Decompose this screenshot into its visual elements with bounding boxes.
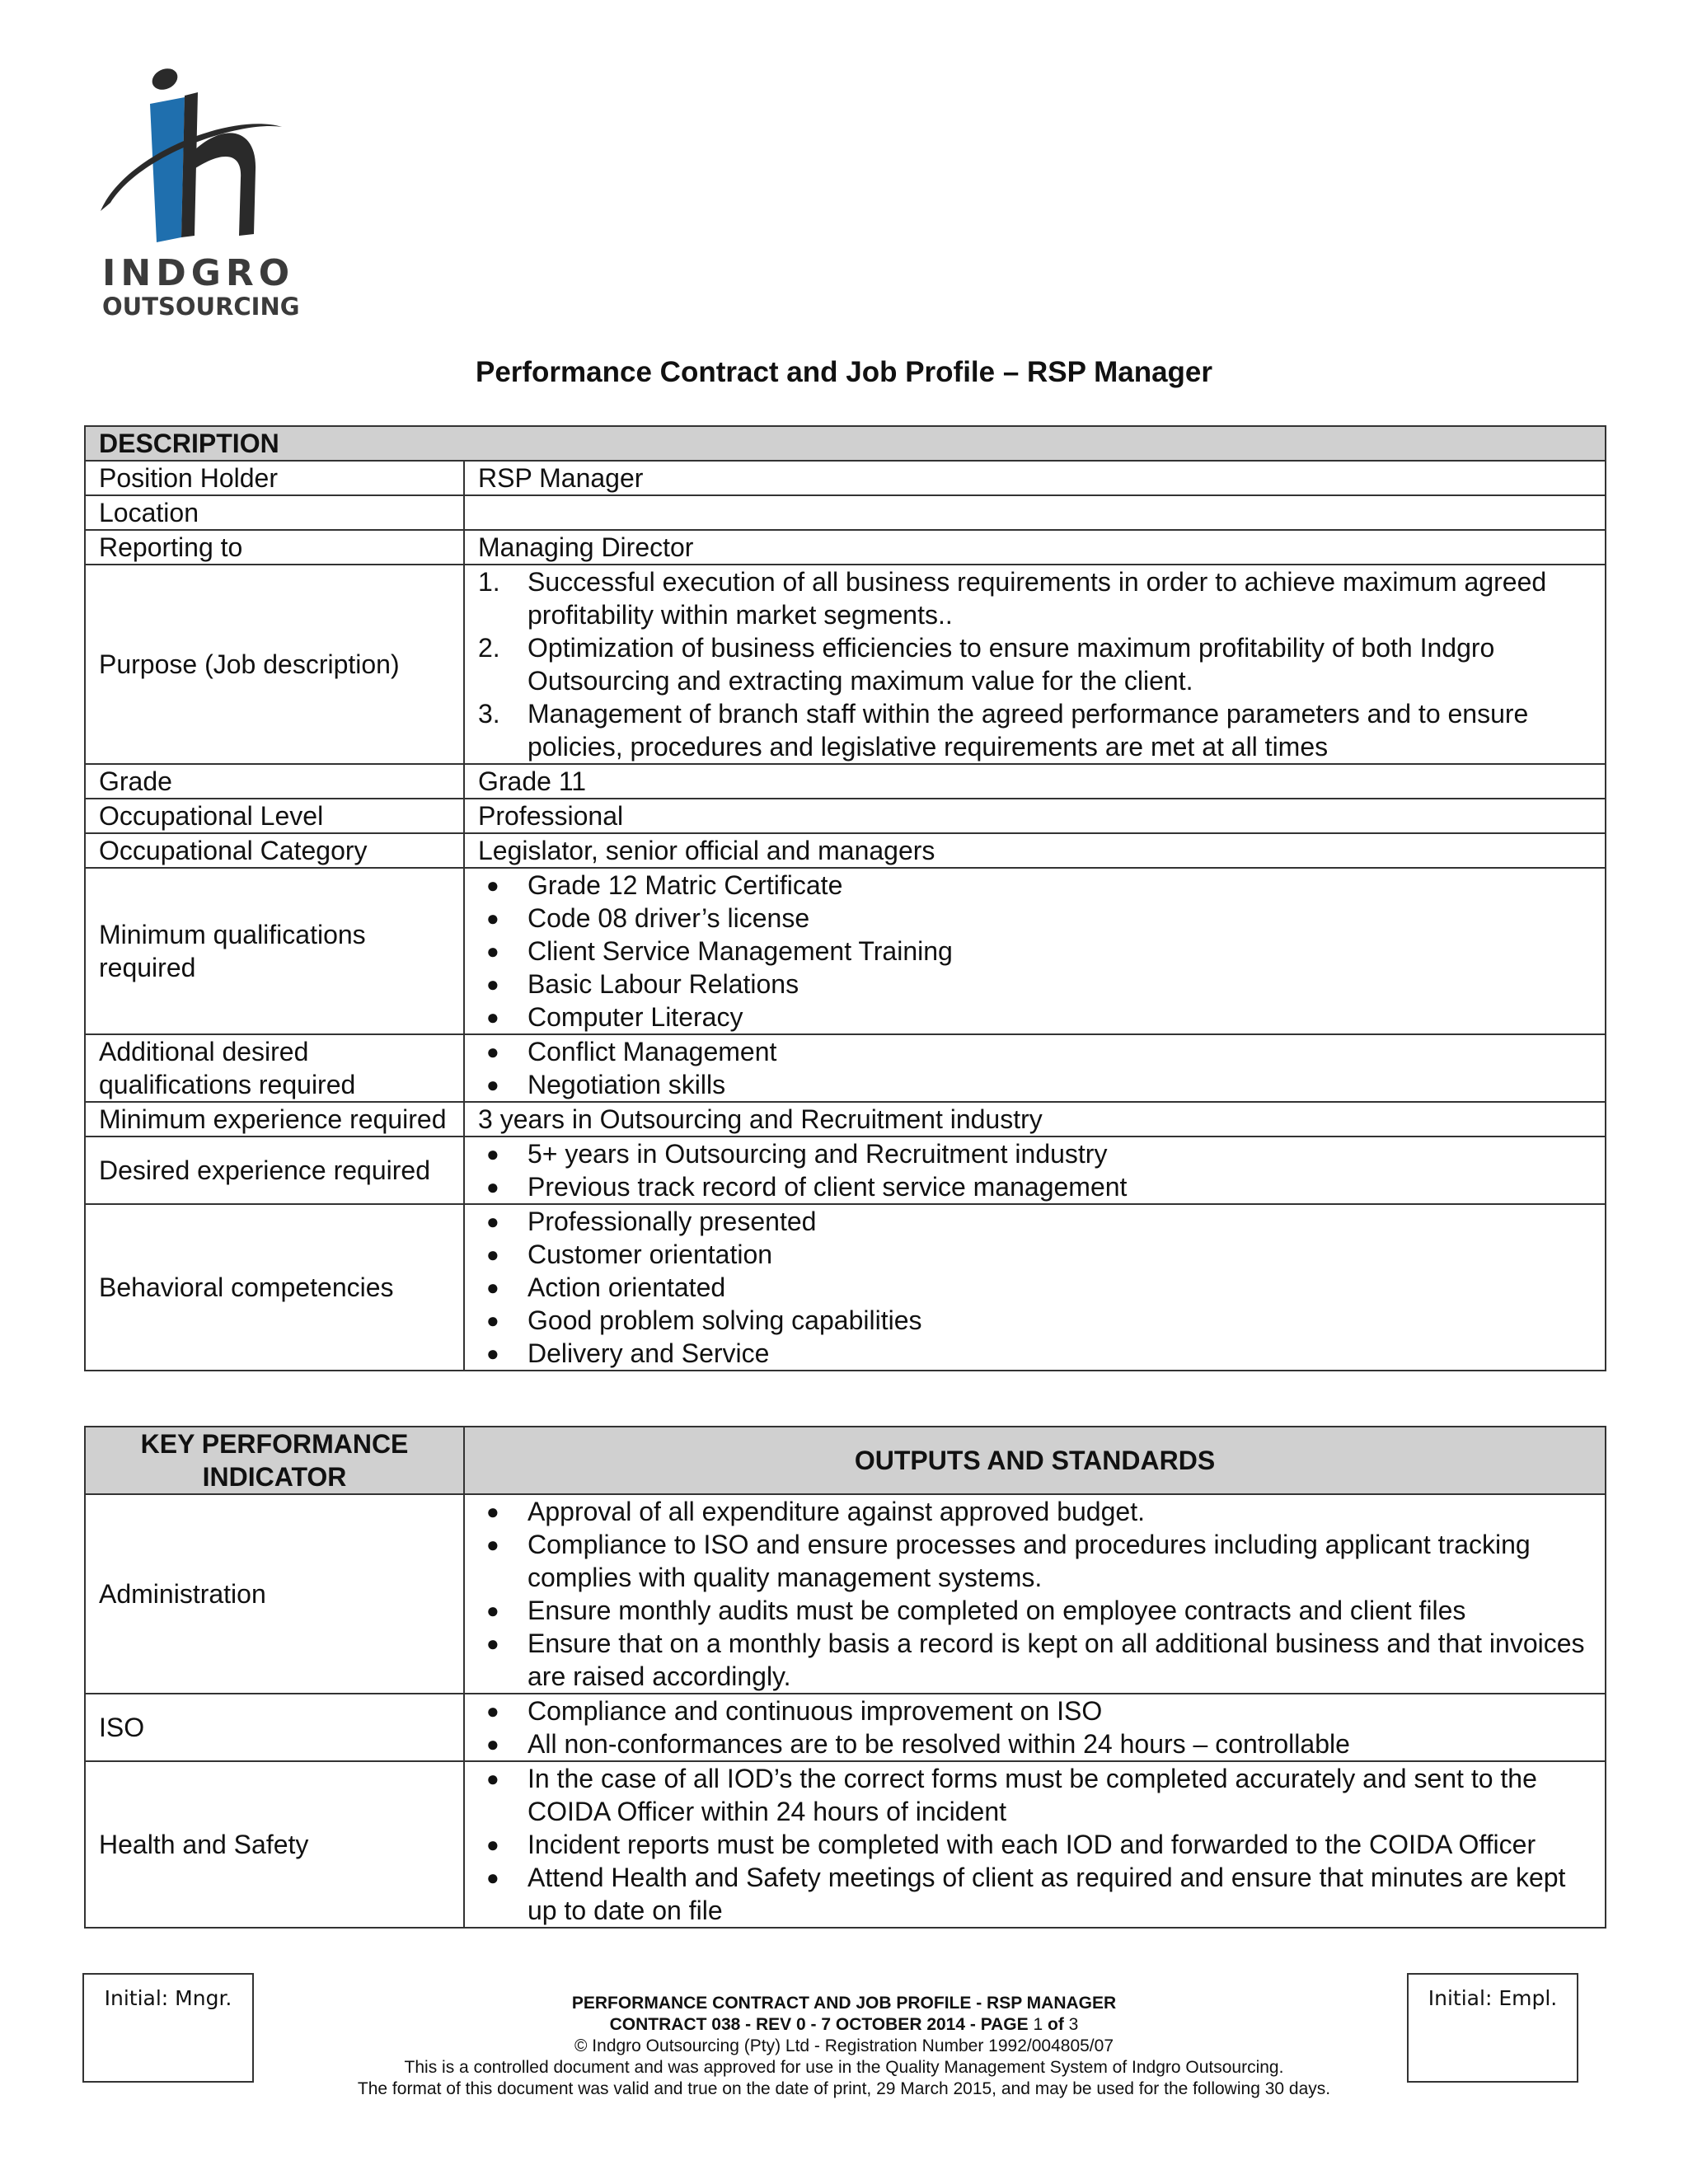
min-experience-value: 3 years in Outsourcing and Recruitment industry (464, 1102, 1606, 1137)
bullet-icon: ● (486, 972, 499, 996)
table-row (85, 868, 1606, 1034)
list-text: Professionally presented (528, 1207, 817, 1236)
list-text: Basic Labour Relations (528, 969, 799, 999)
list-text: Approval of all expenditure against approved budget. (528, 1497, 1145, 1526)
list-text: Customer orientation (528, 1240, 773, 1269)
logo-word-indgro: INDGRO (102, 252, 295, 294)
occupational-level-value: Professional (464, 799, 1606, 833)
iso-label: ISO (85, 1694, 464, 1761)
list-text: Compliance and continuous improvement on ISO (528, 1696, 1103, 1726)
behavioral-cell (464, 1204, 1606, 1371)
purpose-cell (464, 565, 1606, 764)
occupational-level-label: Occupational Level (85, 799, 464, 833)
footer-title: PERFORMANCE CONTRACT AND JOB PROFILE - RSP MANAGER (571, 1994, 1117, 2013)
bullet-icon: ● (486, 1072, 499, 1097)
kpi-header-right: OUTPUTS AND STANDARDS (464, 1427, 1606, 1494)
list-item (478, 1828, 1592, 1861)
table-row (85, 461, 1606, 495)
bullet-icon: ● (486, 1174, 499, 1199)
list-item (478, 1694, 1592, 1727)
list-text: Ensure that on a monthly basis a record is kept on all additional business and that invoices are raised accordingly. (528, 1629, 1585, 1691)
list-item (478, 1271, 1592, 1304)
desired-experience-list (478, 1137, 1592, 1203)
description-header: DESCRIPTION (85, 426, 1606, 461)
footer-page-current: 1 (1033, 2015, 1043, 2034)
list-item (478, 1495, 1592, 1528)
list-text: All non-conformances are to be resolved within 24 hours – controllable (528, 1729, 1350, 1759)
list-text: Ensure monthly audits must be completed on employee contracts and client files (528, 1596, 1466, 1625)
kpi-header-row (85, 1427, 1606, 1494)
list-item (478, 902, 1592, 935)
behavioral-label: Behavioral competencies (85, 1204, 464, 1371)
list-text: Negotiation skills (528, 1070, 726, 1099)
purpose-label: Purpose (Job description) (85, 565, 464, 764)
bullet-icon: ● (486, 1275, 499, 1300)
bullet-icon: ● (486, 1832, 499, 1857)
bullet-icon: ● (486, 1499, 499, 1524)
desired-experience-label: Desired experience required (85, 1137, 464, 1204)
administration-cell (464, 1494, 1606, 1694)
list-text: Code 08 driver’s license (528, 903, 810, 933)
footer-page-total: 3 (1068, 2015, 1079, 2034)
min-qualifications-cell (464, 868, 1606, 1034)
min-qualifications-label: Minimum qualifications required (85, 868, 464, 1034)
table-row (85, 764, 1606, 799)
list-text: Successful execution of all business requirements in order to achieve maximum agreed profitability within market segments.. (528, 567, 1547, 630)
logo-wordmark (102, 254, 300, 320)
bullet-icon: ● (486, 1766, 499, 1791)
description-header-row (85, 426, 1606, 461)
table-row (85, 565, 1606, 764)
bullet-icon: ● (486, 1699, 499, 1723)
list-item (478, 1068, 1592, 1101)
list-text: Attend Health and Safety meetings of client as required and ensure that minutes are kept up to date on file (528, 1863, 1566, 1925)
footer-validity-note: The format of this document was valid and true on the date of print, 29 March 2015, and may be used for the following 30 days. (357, 2079, 1331, 2098)
occupational-category-value: Legislator, senior official and managers (464, 833, 1606, 868)
list-number: 1. (478, 567, 500, 597)
bullet-icon: ● (486, 1532, 499, 1557)
additional-qualifications-cell (464, 1034, 1606, 1102)
list-text: Optimization of business efficiencies to ensure maximum profitability of both Indgro Outsourcing and extracting maximum value for the client. (528, 633, 1495, 696)
table-row (85, 1694, 1606, 1761)
occupational-category-label: Occupational Category (85, 833, 464, 868)
bullet-icon: ● (486, 873, 499, 898)
iso-list (478, 1694, 1592, 1760)
list-item (478, 1170, 1592, 1203)
footer-contract: CONTRACT 038 - REV 0 - 7 OCTOBER 2014 - PAGE (609, 2015, 1034, 2034)
reporting-to-value: Managing Director (464, 530, 1606, 565)
list-item (478, 1762, 1592, 1828)
list-number: 2. (478, 633, 500, 663)
purpose-list (478, 565, 1592, 763)
bullet-icon: ● (486, 1732, 499, 1756)
location-value (464, 495, 1606, 530)
min-qualifications-list (478, 869, 1592, 1033)
location-label: Location (85, 495, 464, 530)
list-item (478, 565, 1592, 631)
list-item (478, 1727, 1592, 1760)
list-item (478, 1594, 1592, 1627)
health-safety-label: Health and Safety (85, 1761, 464, 1928)
bullet-icon: ● (486, 939, 499, 963)
grade-value: Grade 11 (464, 764, 1606, 799)
health-safety-cell (464, 1761, 1606, 1928)
table-row (85, 1137, 1606, 1204)
list-item (478, 1627, 1592, 1693)
table-row (85, 530, 1606, 565)
bullet-icon: ● (486, 1598, 499, 1623)
bullet-icon: ● (486, 1865, 499, 1890)
list-item (478, 1001, 1592, 1033)
table-row (85, 1494, 1606, 1694)
list-item (478, 1304, 1592, 1337)
footer-controlled-note: This is a controlled document and was approved for use in the Quality Management System of Indgro Outsourcing. (404, 2058, 1284, 2077)
list-text: Conflict Management (528, 1037, 777, 1066)
initial-manager-label: Initial: Mngr. (104, 1986, 232, 2010)
position-holder-value: RSP Manager (464, 461, 1606, 495)
additional-qualifications-list (478, 1035, 1592, 1101)
bullet-icon: ● (486, 1209, 499, 1234)
description-table (84, 425, 1606, 1371)
bullet-icon: ● (486, 1039, 499, 1064)
health-safety-list (478, 1762, 1592, 1927)
administration-list (478, 1495, 1592, 1693)
list-text: Previous track record of client service management (528, 1172, 1128, 1202)
list-text: Compliance to ISO and ensure processes and procedures including applicant tracking complies with quality management systems. (528, 1530, 1531, 1592)
reporting-to-label: Reporting to (85, 530, 464, 565)
list-item (478, 1861, 1592, 1927)
list-item (478, 631, 1592, 697)
initial-employee-label: Initial: Empl. (1428, 1986, 1558, 2010)
list-item (478, 1205, 1592, 1238)
bullet-icon: ● (486, 1308, 499, 1333)
list-item (478, 1137, 1592, 1170)
kpi-header-left: KEY PERFORMANCE INDICATOR (85, 1427, 464, 1494)
table-row (85, 799, 1606, 833)
list-item (478, 1238, 1592, 1271)
iso-cell (464, 1694, 1606, 1761)
table-row (85, 1204, 1606, 1371)
list-text: Action orientated (528, 1272, 726, 1302)
list-text: Delivery and Service (528, 1338, 770, 1368)
list-text: Incident reports must be completed with each IOD and forwarded to the COIDA Officer (528, 1830, 1536, 1859)
desired-experience-cell (464, 1137, 1606, 1204)
list-text: Computer Literacy (528, 1002, 743, 1032)
bullet-icon: ● (486, 1141, 499, 1166)
table-row (85, 833, 1606, 868)
list-item (478, 968, 1592, 1001)
bullet-icon: ● (486, 1242, 499, 1267)
list-text: 5+ years in Outsourcing and Recruitment industry (528, 1139, 1108, 1169)
list-item (478, 697, 1592, 763)
bullet-icon: ● (486, 1005, 499, 1029)
list-text: Good problem solving capabilities (528, 1305, 922, 1335)
list-number: 3. (478, 699, 500, 729)
table-row (85, 1034, 1606, 1102)
list-text: Grade 12 Matric Certificate (528, 870, 843, 900)
footer-contract-line (0, 2014, 1688, 2036)
list-item (478, 1035, 1592, 1068)
bullet-icon: ● (486, 906, 499, 930)
additional-qualifications-label: Additional desired qualifications required (85, 1034, 464, 1102)
kpi-table (84, 1426, 1606, 1929)
grade-label: Grade (85, 764, 464, 799)
table-row (85, 495, 1606, 530)
page-title: Performance Contract and Job Profile – RSP Manager (475, 356, 1213, 388)
list-item (478, 1528, 1592, 1594)
table-row (85, 1102, 1606, 1137)
min-experience-label: Minimum experience required (85, 1102, 464, 1137)
administration-label: Administration (85, 1494, 464, 1694)
behavioral-list (478, 1205, 1592, 1370)
list-item (478, 869, 1592, 902)
bullet-icon: ● (486, 1631, 499, 1656)
footer-page-of: of (1043, 2015, 1069, 2034)
list-item (478, 935, 1592, 968)
document-footer (0, 1993, 1688, 2100)
list-text: Management of branch staff within the agreed performance parameters and to ensure policies, procedures and legislative requirements are met at all times (528, 699, 1529, 762)
list-text: In the case of all IOD’s the correct forms must be completed accurately and sent to the COIDA Officer within 24 hours of incident (528, 1764, 1537, 1826)
table-row (85, 1761, 1606, 1928)
footer-copyright: © Indgro Outsourcing (Pty) Ltd - Registration Number 1992/004805/07 (574, 2036, 1114, 2055)
list-item (478, 1337, 1592, 1370)
bullet-icon: ● (486, 1341, 499, 1366)
position-holder-label: Position Holder (85, 461, 464, 495)
logo-word-outsourcing: OUTSOURCING (102, 293, 300, 321)
list-text: Client Service Management Training (528, 936, 953, 966)
